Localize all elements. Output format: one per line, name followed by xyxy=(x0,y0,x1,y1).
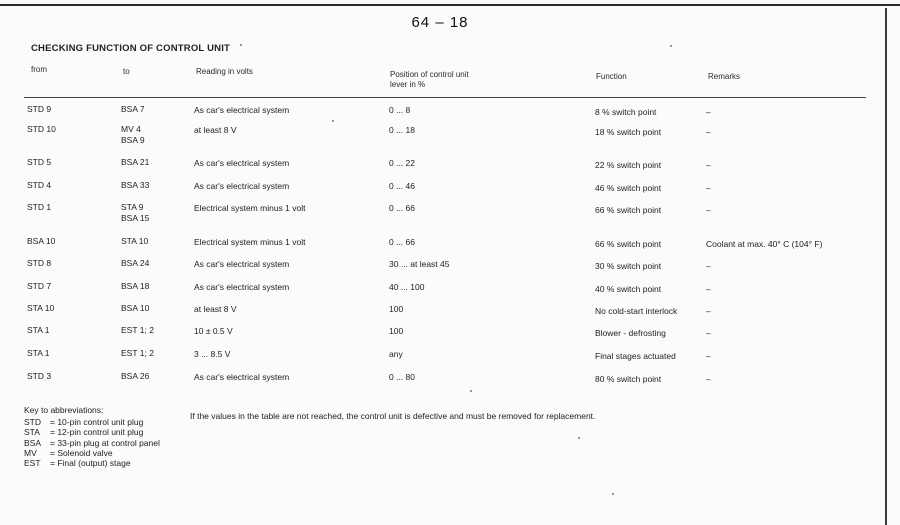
cell-remarks: Coolant at max. 40° C (104° F) xyxy=(706,239,823,249)
cell-from: STA 1 xyxy=(27,325,50,335)
cell-position: 100 xyxy=(389,304,404,314)
scan-speck xyxy=(240,44,242,46)
table-row xyxy=(0,236,900,258)
col-header-position xyxy=(390,70,469,90)
cell-function: Blower - defrosting xyxy=(595,328,666,338)
cell-position: 100 xyxy=(389,326,404,336)
abbreviation-item xyxy=(24,458,160,468)
table-row xyxy=(0,303,900,325)
col-header-position-line2: lever in % xyxy=(390,80,426,89)
scan-speck xyxy=(670,45,672,47)
cell-to: STA 9 xyxy=(121,202,144,212)
abbreviation-list xyxy=(24,417,160,468)
cell-remarks: – xyxy=(706,351,711,361)
cell-from: STA 1 xyxy=(27,348,50,358)
col-header-to: to xyxy=(123,67,130,76)
cell-to: BSA 10 xyxy=(121,303,150,313)
table-row xyxy=(0,258,900,280)
col-header-reading: Reading in volts xyxy=(196,67,253,76)
scan-speck xyxy=(332,120,334,122)
col-header-remarks: Remarks xyxy=(708,72,741,81)
cell-to: BSA 7 xyxy=(121,104,145,114)
cell-remarks: – xyxy=(706,205,711,215)
table-row xyxy=(0,325,900,347)
cell-from: STA 10 xyxy=(27,303,55,313)
cell-reading: 3 ... 8.5 V xyxy=(194,349,231,359)
abbreviation-key-title: Key to abbreviations: xyxy=(24,405,104,415)
cell-remarks: – xyxy=(706,183,711,193)
table-row xyxy=(0,180,900,202)
cell-reading: As car's electrical system xyxy=(194,105,290,115)
cell-remarks: – xyxy=(706,328,711,338)
cell-to: BSA 33 xyxy=(121,180,150,190)
cell-to: MV 4 xyxy=(121,124,141,134)
table-row xyxy=(0,104,900,126)
cell-position: any xyxy=(389,349,403,359)
cell-function: 66 % switch point xyxy=(595,205,662,215)
cell-function: 40 % switch point xyxy=(595,284,662,294)
abbreviation-item xyxy=(24,417,160,427)
col-header-position-line1: Position of control unit xyxy=(390,70,469,79)
cell-reading: at least 8 V xyxy=(194,125,237,135)
header-rule xyxy=(24,97,866,98)
abbreviation-code: EST xyxy=(24,458,41,469)
replacement-note: If the values in the table are not reached, the control unit is defective and must be removed for replacement. xyxy=(190,411,596,421)
cell-position: 30 ... at least 45 xyxy=(389,259,450,269)
cell-function: Final stages actuated xyxy=(595,351,676,361)
scan-speck xyxy=(578,437,580,439)
cell-reading: Electrical system minus 1 volt xyxy=(194,203,306,213)
abbreviation-code: STA xyxy=(24,427,40,438)
table-row xyxy=(0,348,900,370)
cell-to: BSA 21 xyxy=(121,157,150,167)
cell-remarks: – xyxy=(706,127,711,137)
cell-position: 0 ... 66 xyxy=(389,237,415,247)
cell-function: 22 % switch point xyxy=(595,160,662,170)
scan-speck xyxy=(470,390,472,392)
page-top-border xyxy=(0,4,900,6)
col-header-from: from xyxy=(31,65,47,74)
abbreviation-code: BSA xyxy=(24,437,42,448)
cell-function: 30 % switch point xyxy=(595,261,662,271)
cell-to: BSA 24 xyxy=(121,258,150,268)
cell-from: STD 1 xyxy=(27,202,52,212)
abbreviation-code: MV xyxy=(24,447,37,458)
abbreviation-meaning: = 33-pin plug at control panel xyxy=(50,437,160,448)
cell-to: BSA 18 xyxy=(121,281,150,291)
cell-position: 0 ... 46 xyxy=(389,181,415,191)
cell-reading: As car's electrical system xyxy=(194,372,290,382)
cell-from: STD 10 xyxy=(27,124,56,134)
col-header-function: Function xyxy=(596,72,627,81)
abbreviation-item xyxy=(24,427,160,437)
cell-from: STD 9 xyxy=(27,104,52,114)
table-row xyxy=(0,124,900,146)
cell-position: 0 ... 18 xyxy=(389,125,415,135)
abbreviation-item xyxy=(24,438,160,448)
cell-reading: As car's electrical system xyxy=(194,282,290,292)
abbreviation-item xyxy=(24,448,160,458)
cell-from: STD 7 xyxy=(27,281,52,291)
cell-remarks: – xyxy=(706,160,711,170)
cell-remarks: – xyxy=(706,284,711,294)
cell-from: STD 5 xyxy=(27,157,52,167)
cell-position: 40 ... 100 xyxy=(389,282,425,292)
table-row xyxy=(0,371,900,393)
cell-remarks: – xyxy=(706,261,711,271)
cell-to: EST 1; 2 xyxy=(121,348,154,358)
abbreviation-key xyxy=(24,405,160,468)
cell-to: BSA 26 xyxy=(121,371,150,381)
cell-position: 0 ... 80 xyxy=(389,372,415,382)
cell-reading: at least 8 V xyxy=(194,304,237,314)
cell-from: STD 4 xyxy=(27,180,52,190)
cell-reading: As car's electrical system xyxy=(194,158,290,168)
cell-reading: Electrical system minus 1 volt xyxy=(194,237,306,247)
cell-from: BSA 10 xyxy=(27,236,56,246)
cell-reading: 10 ± 0.5 V xyxy=(194,326,233,336)
abbreviation-meaning: = Final (output) stage xyxy=(50,458,131,469)
cell-to-second: BSA 9 xyxy=(121,135,145,145)
cell-function: 8 % switch point xyxy=(595,107,657,117)
cell-function: 18 % switch point xyxy=(595,127,662,137)
cell-remarks: – xyxy=(706,107,711,117)
table-row xyxy=(0,202,900,224)
abbreviation-meaning: = 10-pin control unit plug xyxy=(50,417,144,428)
abbreviation-meaning: = 12-pin control unit plug xyxy=(50,427,144,438)
cell-from: STD 3 xyxy=(27,371,52,381)
cell-position: 0 ... 22 xyxy=(389,158,415,168)
cell-position: 0 ... 8 xyxy=(389,105,411,115)
abbreviation-meaning: = Solenoid valve xyxy=(50,447,113,458)
table-row xyxy=(0,157,900,179)
page-number: 64 – 18 xyxy=(411,14,469,31)
cell-remarks: – xyxy=(706,374,711,384)
cell-remarks: – xyxy=(706,306,711,316)
table-row xyxy=(0,281,900,303)
section-heading: CHECKING FUNCTION OF CONTROL UNIT xyxy=(31,43,231,54)
cell-function: No cold-start interlock xyxy=(595,306,678,316)
cell-position: 0 ... 66 xyxy=(389,203,415,213)
abbreviation-code: STD xyxy=(24,417,41,428)
cell-from: STD 8 xyxy=(27,258,52,268)
cell-to-second: BSA 15 xyxy=(121,213,150,223)
scan-speck xyxy=(612,493,614,495)
cell-to: EST 1; 2 xyxy=(121,325,154,335)
cell-function: 46 % switch point xyxy=(595,183,662,193)
cell-function: 80 % switch point xyxy=(595,374,662,384)
cell-reading: As car's electrical system xyxy=(194,181,290,191)
cell-to: STA 10 xyxy=(121,236,149,246)
cell-reading: As car's electrical system xyxy=(194,259,290,269)
cell-function: 66 % switch point xyxy=(595,239,662,249)
